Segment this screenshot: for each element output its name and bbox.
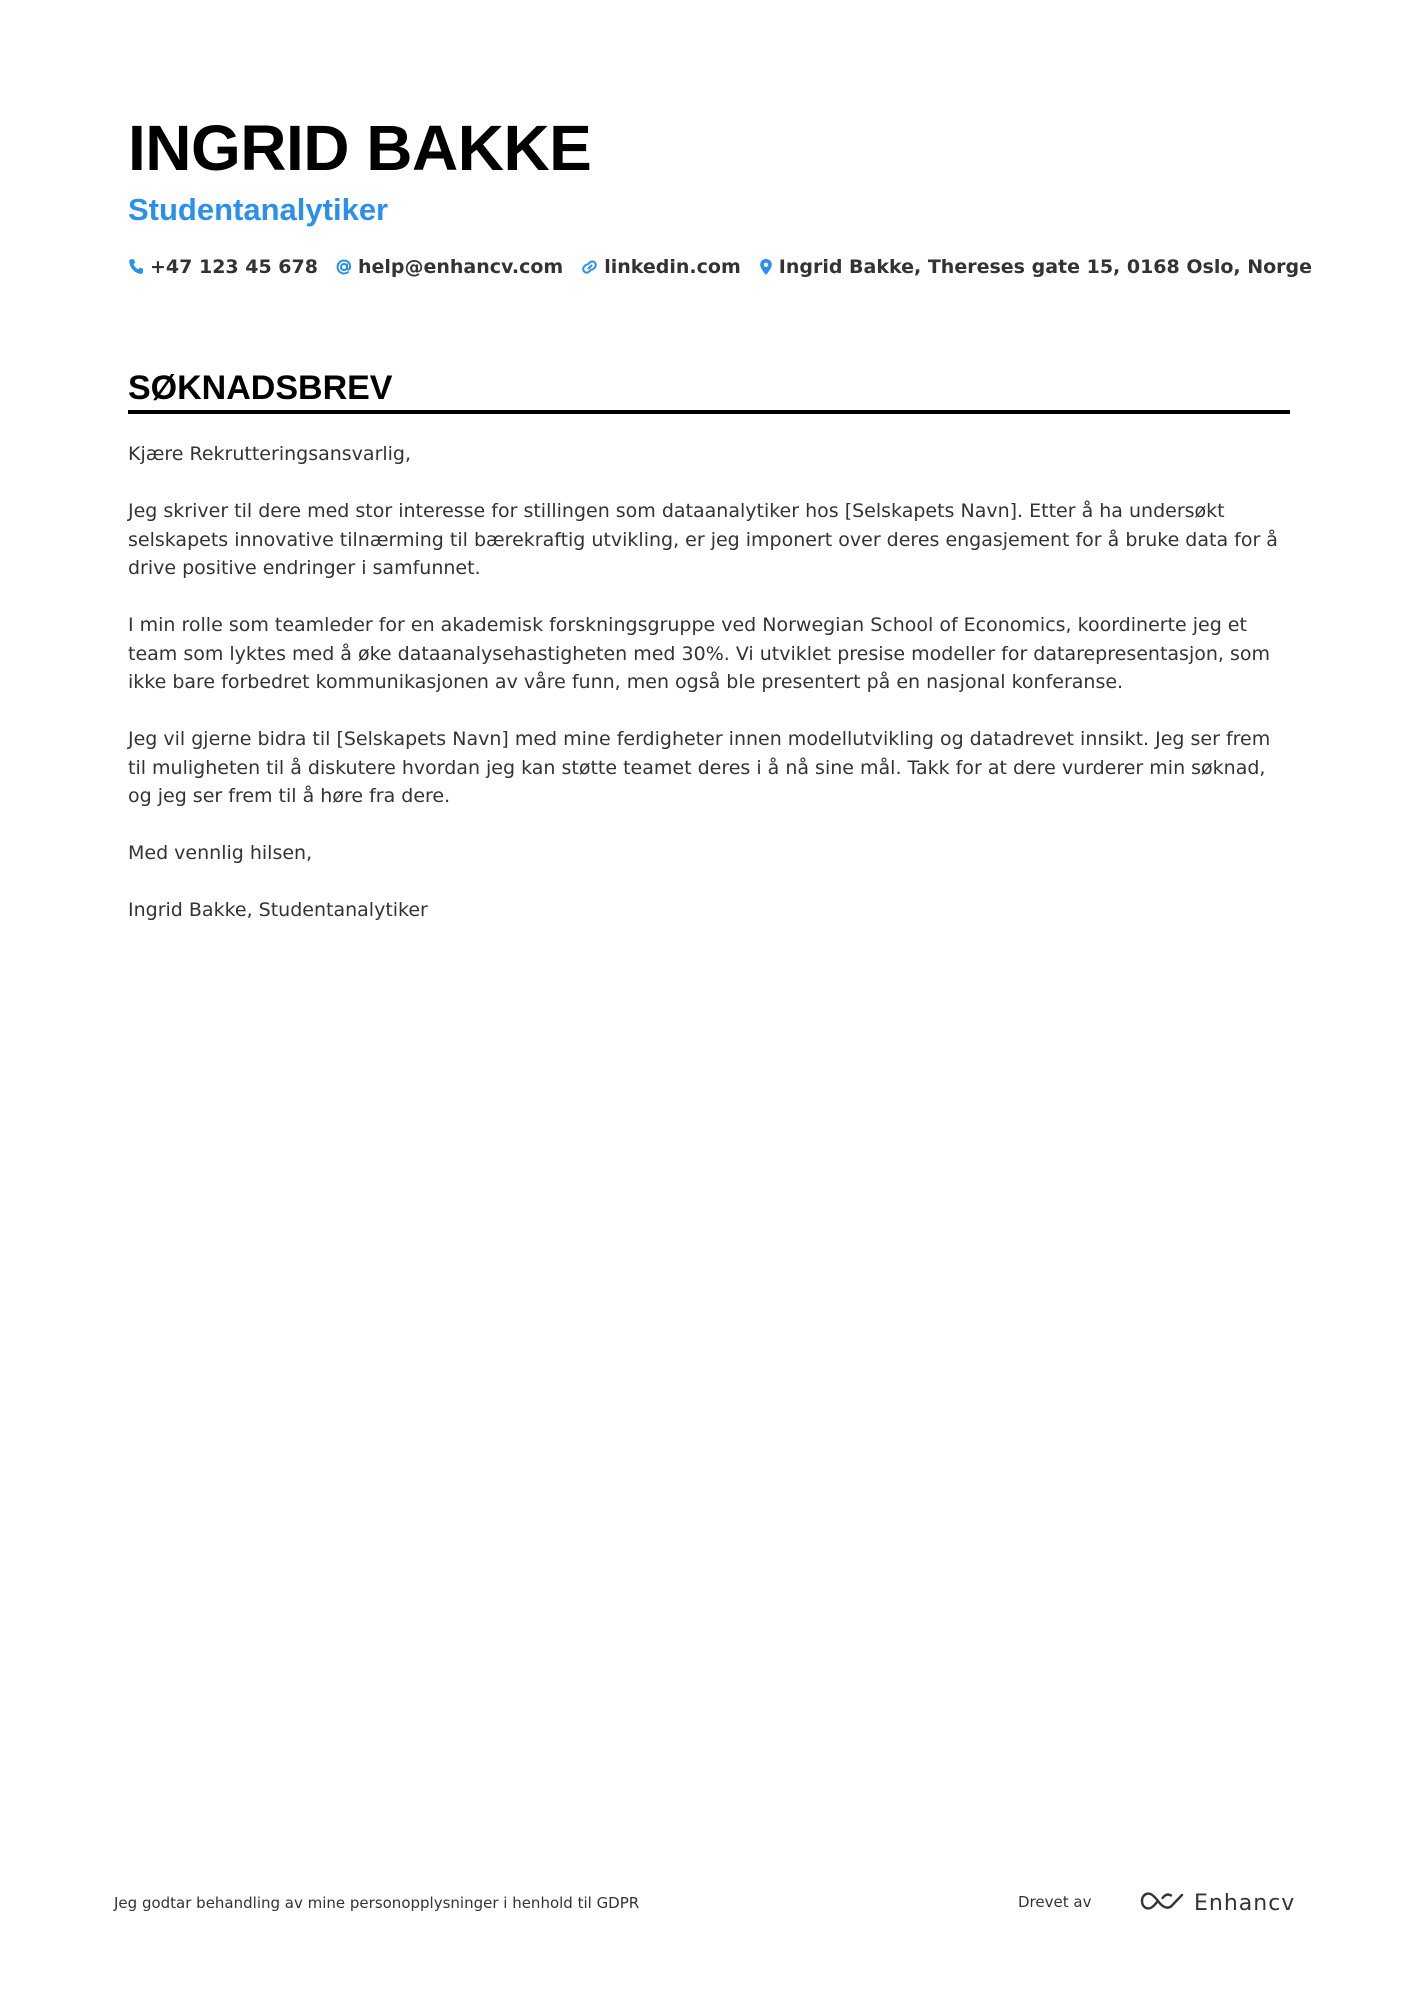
at-icon bbox=[336, 258, 352, 276]
contact-bar bbox=[128, 252, 1312, 282]
powered-by-label: Drevet av bbox=[1018, 1893, 1092, 1911]
address-text: Ingrid Bakke, Thereses gate 15, 0168 Oslo, Norge bbox=[778, 256, 1313, 278]
phone-text: +47 123 45 678 bbox=[150, 256, 318, 278]
section-divider bbox=[128, 410, 1290, 414]
enhancv-brand-name: Enhancv bbox=[1194, 1890, 1296, 1916]
gdpr-consent-note: Jeg godtar behandling av mine personopplysninger i henhold til GDPR bbox=[114, 1894, 640, 1912]
linkedin-text: linkedin.com bbox=[604, 256, 741, 278]
letter-greeting: Kjære Rekrutteringsansvarlig, bbox=[128, 443, 412, 465]
phone-icon bbox=[128, 258, 144, 276]
letter-paragraph: Jeg vil gjerne bidra til [Selskapets Navn] med mine ferdigheter innen modellutvikling og datadrevet innsikt. Jeg ser frem til muligheten til å diskutere hvordan jeg kan støtte teamet deres i å nå sine mål. Takk for at dere vurderer min søknad, og jeg ser frem til å høre fra dere. bbox=[128, 728, 1271, 807]
letter-paragraph: I min rolle som teamleder for en akademisk forskningsgruppe ved Norwegian School of Economics, koordinerte jeg et team som lyktes med å øke dataanalysehastigheten med 30%. Vi utviklet presise modeller for datarepresentasjon, som ikke bare forbedret kommunikasjonen av våre funn, men også ble presentert på en nasjonal konferanse. bbox=[128, 614, 1271, 693]
contact-phone[interactable] bbox=[128, 252, 318, 282]
candidate-title: Studentanalytiker bbox=[128, 192, 389, 227]
link-icon bbox=[581, 258, 598, 276]
contact-linkedin[interactable] bbox=[581, 252, 741, 282]
section-heading: SØKNADSBREV bbox=[128, 369, 393, 407]
letter-closing: Med vennlig hilsen, bbox=[128, 842, 313, 864]
letter-paragraph: Jeg skriver til dere med stor interesse for stillingen som dataanalytiker hos [Selskapets Navn]. Etter å ha undersøkt selskapets innovative tilnærming til bærekraftig utvikling, er jeg imponert over deres engasjement for å bruke data for å drive positive endringer i samfunnet. bbox=[128, 500, 1278, 579]
letter-signature: Ingrid Bakke, Studentanalytiker bbox=[128, 899, 428, 921]
enhancv-brand[interactable] bbox=[1138, 1888, 1295, 1918]
location-pin-icon bbox=[759, 258, 773, 276]
letter-body bbox=[128, 440, 1290, 953]
contact-address[interactable] bbox=[759, 252, 1312, 282]
email-text: help@enhancv.com bbox=[357, 256, 564, 278]
enhancv-logo-icon bbox=[1138, 1888, 1186, 1918]
candidate-name: INGRID BAKKE bbox=[128, 112, 592, 184]
contact-email[interactable] bbox=[336, 252, 563, 282]
